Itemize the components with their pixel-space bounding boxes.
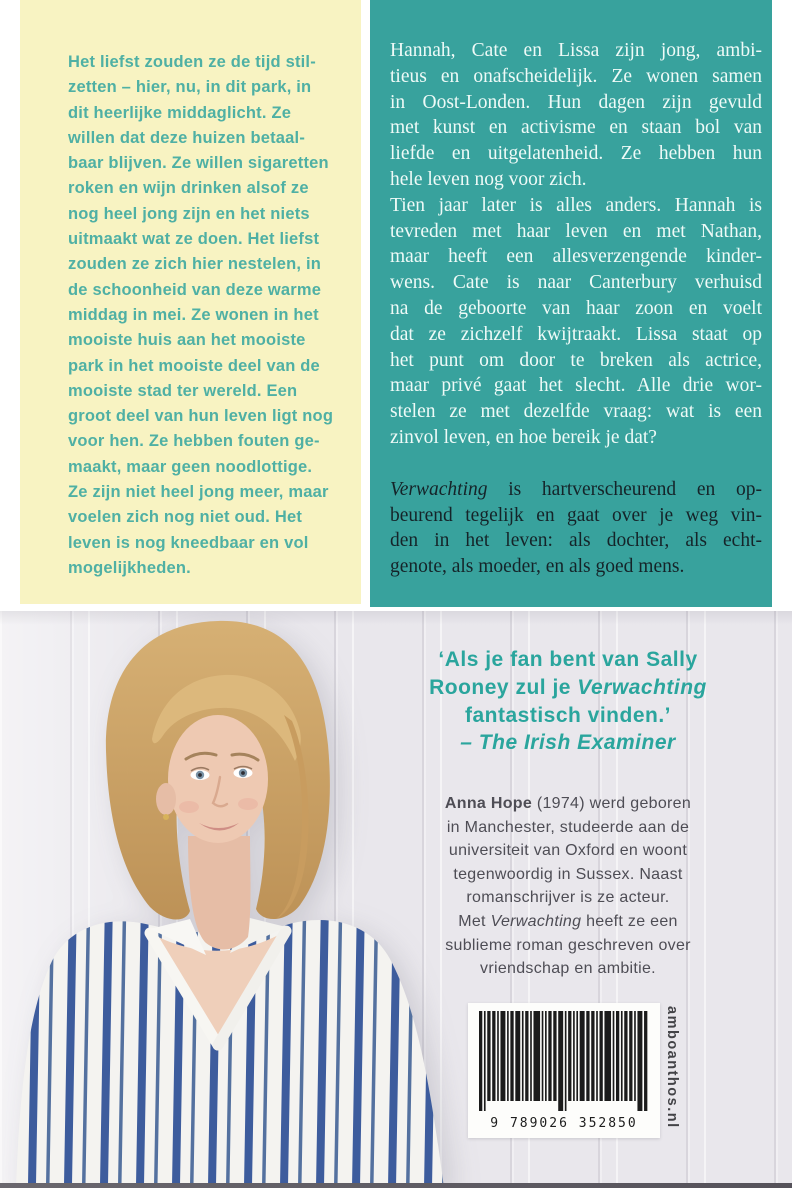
author-photo-section <box>0 611 792 1188</box>
text-line: mooiste stad ter wereld. Een <box>68 381 298 400</box>
text-line: baar blijven. Ze willen sigaretten <box>68 154 329 173</box>
text-line: middag in mei. Ze wonen in het <box>68 305 319 324</box>
press-quote <box>408 646 728 757</box>
text-line: Rooney zul je Verwachting <box>429 675 707 699</box>
text-line: Hannah, Cate en Lissa zijn jong, ambi- <box>390 40 762 61</box>
isbn-text: 9 789026 352850 <box>490 1116 638 1131</box>
text-line: voelen zich nog niet oud. Het <box>68 508 303 527</box>
text-line: zetten – hier, nu, in dit park, in <box>68 78 312 97</box>
text-line: Met Verwachting heeft ze een <box>458 912 678 930</box>
text-line: mooiste huis aan het mooiste <box>68 331 306 350</box>
text-line: hele leven nog voor zich. <box>390 168 587 190</box>
text-line: na de geboorte van haar zoon en voelt <box>390 297 762 319</box>
excerpt-text <box>68 50 358 581</box>
author-portrait <box>0 611 460 1188</box>
text-line: genote, als moeder, en als goed mens. <box>390 556 685 578</box>
text-line: maar heeft een allesverzengende kinder- <box>390 246 762 268</box>
text-line: vriendschap en ambitie. <box>480 960 656 978</box>
text-line: in Manchester, studeerde aan de <box>446 818 690 836</box>
text-line: in Oost-Londen. Hun dagen zijn gevuld <box>390 91 762 113</box>
author-bio <box>408 792 728 981</box>
text-line: fantastisch vinden.’ <box>464 703 672 727</box>
text-line: – The Irish Examiner <box>460 731 676 755</box>
tagline-text <box>390 477 762 580</box>
text-line: willen dat deze huizen betaal- <box>68 128 306 147</box>
text-line: sublieme roman geschreven over <box>445 936 691 954</box>
synopsis-text <box>390 38 762 580</box>
text-line: romanschrijver is ze acteur. <box>466 889 670 907</box>
synopsis-paragraph-2 <box>390 193 762 451</box>
text-line: wens. Cate is naar Canterbury verhuisd <box>390 272 762 294</box>
text-line: het punt om door te breken als actrice, <box>390 349 762 371</box>
text-line: universiteit van Oxford en woont <box>448 842 688 860</box>
text-line: beurend tegelijk en gaat over je weg vin- <box>390 504 762 526</box>
text-line: mogelijkheden. <box>68 558 191 577</box>
text-line: roken en wijn drinken alsof ze <box>68 179 309 198</box>
barcode-image <box>479 1011 649 1111</box>
text-line: de schoonheid van deze warme <box>68 280 322 299</box>
text-line: Anna Hope (1974) werd geboren <box>444 795 692 812</box>
text-line: Tien jaar later is alles anders. Hannah is <box>390 194 762 216</box>
cover-bottom-strip <box>0 1183 792 1188</box>
text-line: tieus en onafscheidelijk. Ze wonen samen <box>390 65 762 87</box>
text-line: Het liefst zouden ze de tijd stil- <box>68 53 316 71</box>
text-line: liefde en uitgelatenheid. Ze hebben hun <box>390 143 762 165</box>
synopsis-panel <box>370 0 772 607</box>
text-line: zinvol leven, en hoe bereik je dat? <box>390 426 657 448</box>
text-line: ‘Als je fan bent van Sally <box>438 648 698 671</box>
text-line: zouden ze zich hier nestelen, in <box>68 255 322 274</box>
text-line: dit heerlijke middaglicht. Ze <box>68 103 292 122</box>
barcode <box>468 1003 660 1138</box>
text-line: stelen ze met dezelfde vraag: wat is een <box>390 401 762 423</box>
text-line: groot deel van hun leven ligt nog <box>68 407 334 426</box>
text-line: Verwachting is hartverscheurend en op- <box>390 478 762 500</box>
text-line: maakt, maar geen noodlottige. <box>68 457 313 476</box>
text-line: nog heel jong zijn en het niets <box>68 204 310 223</box>
text-line: maar privé gaat het slecht. Alle drie wor- <box>390 375 762 397</box>
text-line: Ze zijn niet heel jong meer, maar <box>68 483 329 502</box>
excerpt-panel <box>20 0 361 604</box>
text-line: dat ze zichzelf kwijtraakt. Lissa staat op <box>390 323 762 345</box>
text-line: voor hen. Ze hebben fouten ge- <box>68 432 320 451</box>
text-line: met kunst en activisme en staan bol van <box>390 117 762 139</box>
text-line: uitmaakt wat ze doen. Het liefst <box>68 230 320 249</box>
publisher-url-text: amboanthos.nl <box>664 1006 680 1129</box>
text-line: leven is nog kneedbaar en vol <box>68 533 309 552</box>
synopsis-paragraph-1 <box>390 38 762 193</box>
text-line: park in het mooiste deel van de <box>68 356 320 375</box>
text-line: den in het leven: als dochter, als echt- <box>390 530 762 552</box>
text-line: tegenwoordig in Sussex. Naast <box>453 865 683 883</box>
text-line: tevreden met haar leven en met Nathan, <box>390 220 762 242</box>
